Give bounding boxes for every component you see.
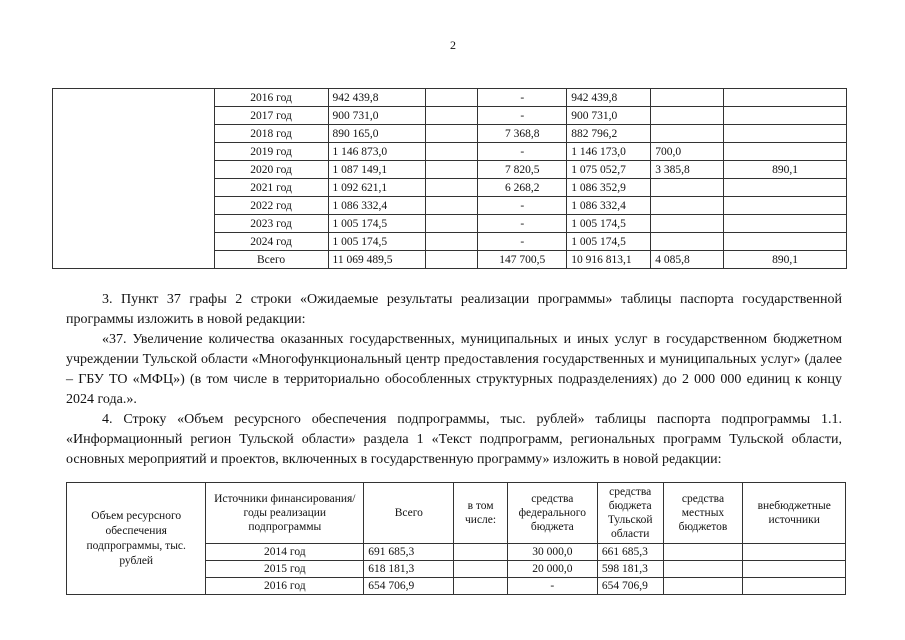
local-cell: 700,0 (651, 143, 724, 161)
incl-cell (426, 107, 478, 125)
subprogram-funding-table (66, 482, 846, 595)
year-cell: 2016 год (214, 89, 328, 107)
extra-cell (724, 233, 847, 251)
regional-cell: 1 075 052,7 (567, 161, 651, 179)
row-label: Объем ресурсного обеспечения подпрограммы, тыс. рублей (67, 483, 206, 595)
table-row (53, 89, 847, 107)
local-cell (663, 544, 743, 561)
extra-cell (743, 544, 846, 561)
total-cell: 1 146 873,0 (328, 143, 426, 161)
empty-label-cell (53, 89, 215, 269)
local-cell (651, 215, 724, 233)
year-cell: 2015 год (206, 561, 364, 578)
regional-cell: 10 916 813,1 (567, 251, 651, 269)
year-cell: 2022 год (214, 197, 328, 215)
local-cell (651, 89, 724, 107)
funding-table-continued (52, 88, 847, 269)
federal-cell: 30 000,0 (507, 544, 597, 561)
extra-cell (724, 179, 847, 197)
incl-cell (426, 143, 478, 161)
local-cell (663, 561, 743, 578)
local-cell (651, 125, 724, 143)
incl-cell (426, 125, 478, 143)
year-cell: 2020 год (214, 161, 328, 179)
extra-cell (724, 107, 847, 125)
local-cell (663, 578, 743, 595)
total-cell: 1 005 174,5 (328, 215, 426, 233)
header-extra: внебюджетные источники (743, 483, 846, 544)
extra-cell: 890,1 (724, 161, 847, 179)
extra-cell (724, 89, 847, 107)
header-local: средства местных бюджетов (663, 483, 743, 544)
regional-cell: 1 005 174,5 (567, 233, 651, 251)
incl-cell (426, 215, 478, 233)
year-cell: 2019 год (214, 143, 328, 161)
incl-cell (426, 233, 478, 251)
local-cell: 4 085,8 (651, 251, 724, 269)
header-total: Всего (364, 483, 454, 544)
extra-cell (743, 561, 846, 578)
regional-cell: 1 086 332,4 (567, 197, 651, 215)
local-cell (651, 233, 724, 251)
federal-cell: - (478, 215, 567, 233)
regional-cell: 900 731,0 (567, 107, 651, 125)
regional-cell: 661 685,3 (597, 544, 663, 561)
year-cell: 2014 год (206, 544, 364, 561)
federal-cell: 20 000,0 (507, 561, 597, 578)
federal-cell: - (478, 107, 567, 125)
federal-cell: - (478, 197, 567, 215)
year-cell: 2016 год (206, 578, 364, 595)
federal-cell: - (478, 233, 567, 251)
federal-cell: 7 820,5 (478, 161, 567, 179)
header-sources: Источники финансирования/ годы реализации подпрограммы (206, 483, 364, 544)
total-cell: 1 087 149,1 (328, 161, 426, 179)
header-regional: средства бюджета Тульской области (597, 483, 663, 544)
page-number: 2 (450, 38, 456, 52)
year-cell: 2021 год (214, 179, 328, 197)
paragraph-3 (66, 290, 842, 330)
federal-cell: - (507, 578, 597, 595)
total-cell: 1 005 174,5 (328, 233, 426, 251)
local-cell (651, 197, 724, 215)
paragraph-37 (66, 330, 842, 410)
year-cell: 2024 год (214, 233, 328, 251)
regional-cell: 1 005 174,5 (567, 215, 651, 233)
incl-cell (454, 561, 507, 578)
paragraph-37-text: «37. Увеличение количества оказанных государственных, муниципальных и иных услуг в государственном бюджетном учреждении Тульской области «Многофункциональный центр предоставления государственных и муниципальных услуг» (далее – ГБУ ТО «МФЦ») (в том числе в территориально обособленных структурных подразделениях) до 2 000 000 единиц к концу 2024 года.». (66, 332, 842, 407)
local-cell (651, 179, 724, 197)
extra-cell (724, 197, 847, 215)
federal-cell: 7 368,8 (478, 125, 567, 143)
extra-cell (724, 143, 847, 161)
federal-cell: 147 700,5 (478, 251, 567, 269)
total-cell: 1 086 332,4 (328, 197, 426, 215)
regional-cell: 882 796,2 (567, 125, 651, 143)
federal-cell: 6 268,2 (478, 179, 567, 197)
incl-cell (426, 89, 478, 107)
extra-cell (724, 125, 847, 143)
incl-cell (426, 197, 478, 215)
total-cell: 890 165,0 (328, 125, 426, 143)
total-cell: 691 685,3 (364, 544, 454, 561)
local-cell (651, 107, 724, 125)
total-cell: 618 181,3 (364, 561, 454, 578)
header-federal: средства федерального бюджета (507, 483, 597, 544)
incl-cell (426, 161, 478, 179)
table2-header-row (67, 483, 846, 544)
regional-cell: 1 086 352,9 (567, 179, 651, 197)
federal-cell: - (478, 143, 567, 161)
incl-cell (426, 179, 478, 197)
total-cell: 900 731,0 (328, 107, 426, 125)
regional-cell: 942 439,8 (567, 89, 651, 107)
local-cell: 3 385,8 (651, 161, 724, 179)
year-cell: 2018 год (214, 125, 328, 143)
extra-cell (724, 215, 847, 233)
total-cell: 1 092 621,1 (328, 179, 426, 197)
header-incl: в том числе: (454, 483, 507, 544)
year-cell: 2023 год (214, 215, 328, 233)
year-cell: Всего (214, 251, 328, 269)
total-cell: 654 706,9 (364, 578, 454, 595)
paragraph-4 (66, 410, 842, 470)
extra-cell (743, 578, 846, 595)
federal-cell: - (478, 89, 567, 107)
total-cell: 11 069 489,5 (328, 251, 426, 269)
total-cell: 942 439,8 (328, 89, 426, 107)
regional-cell: 1 146 173,0 (567, 143, 651, 161)
extra-cell: 890,1 (724, 251, 847, 269)
regional-cell: 598 181,3 (597, 561, 663, 578)
incl-cell (454, 544, 507, 561)
year-cell: 2017 год (214, 107, 328, 125)
incl-cell (426, 251, 478, 269)
regional-cell: 654 706,9 (597, 578, 663, 595)
paragraph-4-text: 4. Строку «Объем ресурсного обеспечения подпрограммы, тыс. рублей» таблицы паспорта подпрограммы 1.1. «Информационный регион Тульской области» раздела 1 «Текст подпрограмм, региональных программ Тульской области, основных мероприятий и проектов, включенных в государственную программу» изложить в новой редакции: (66, 412, 842, 467)
paragraph-3-text: 3. Пункт 37 графы 2 строки «Ожидаемые результаты реализации программы» таблицы паспорта государственной программы изложить в новой редакции: (66, 292, 842, 327)
incl-cell (454, 578, 507, 595)
